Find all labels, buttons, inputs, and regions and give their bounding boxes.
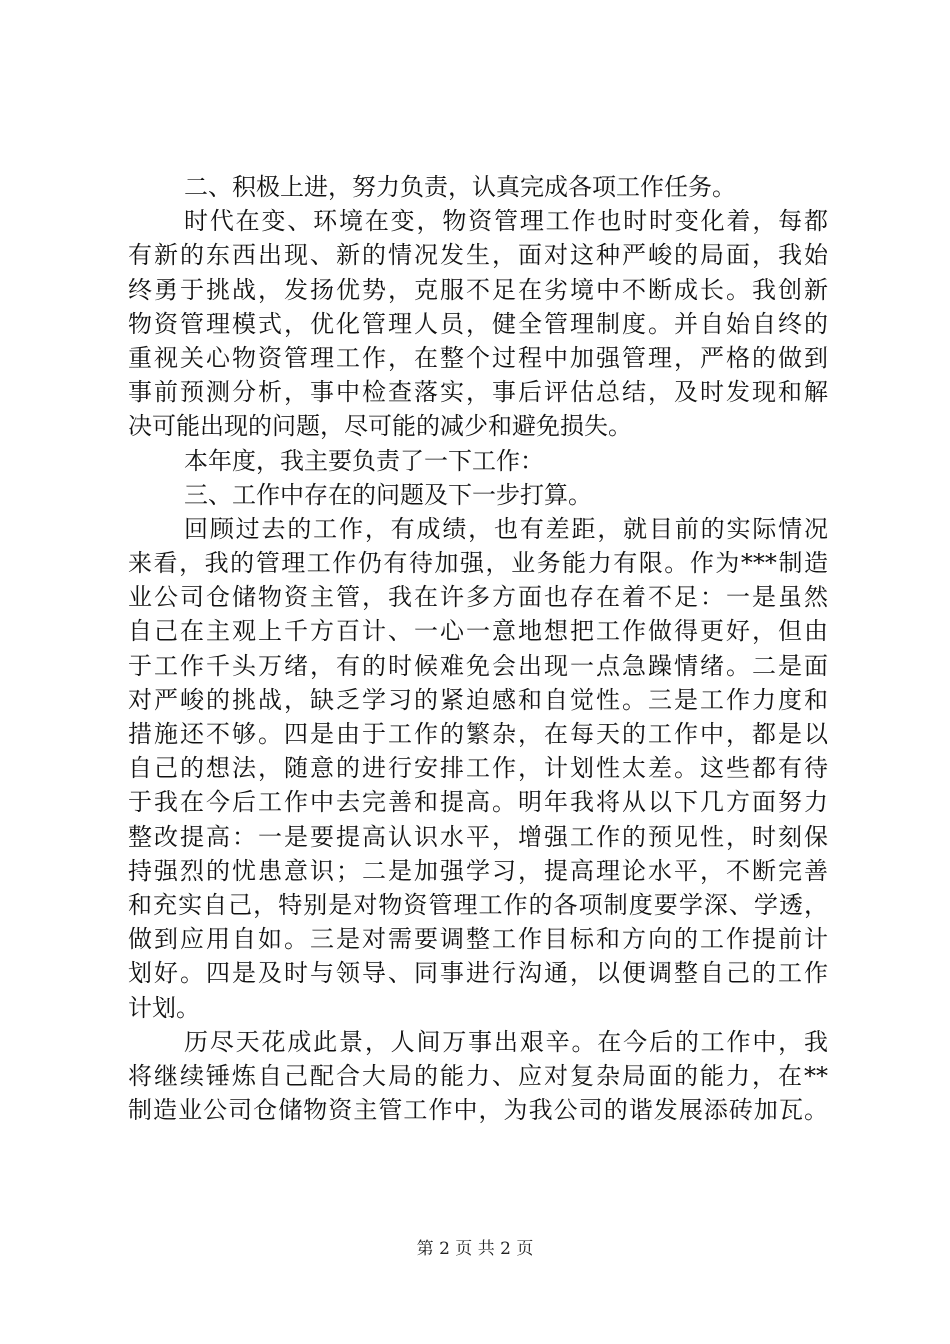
- text-line: 终勇于挑战，发扬优势，克服不足在劣境中不断成长。我创新: [128, 275, 828, 304]
- text-line: 有新的东西出现、新的情况发生，面对这种严峻的局面，我始: [128, 241, 828, 270]
- text-line: 重视关心物资管理工作，在整个过程中加强管理，严格的做到: [128, 343, 828, 372]
- text-line: 自己在主观上千方百计、一心一意地想把工作做得更好，但由: [128, 617, 828, 646]
- text-line: 二、积极上进，努力负责，认真完成各项工作任务。: [184, 173, 736, 201]
- text-line: 本年度，我主要负责了一下工作：: [184, 446, 544, 475]
- text-line: 持强烈的忧患意识；二是加强学习，提高理论水平，不断完善: [128, 856, 828, 885]
- text-line: 制造业公司仓储物资主管工作中，为我公司的谐发展添砖加瓦。: [128, 1096, 828, 1125]
- text-line: 决可能出现的问题，尽可能的减少和避免损失。: [128, 412, 632, 441]
- text-line: 于我在今后工作中去完善和提高。明年我将从以下几方面努力: [128, 788, 828, 817]
- text-line: 将继续锤炼自己配合大局的能力、应对复杂局面的能力，在**: [128, 1061, 828, 1090]
- text-line: 计划。: [128, 993, 200, 1022]
- text-line: 三、工作中存在的问题及下一步打算。: [184, 480, 592, 509]
- text-line: 事前预测分析，事中检查落实，事后评估总结，及时发现和解: [128, 378, 828, 407]
- text-line: 历尽天花成此景，人间万事出艰辛。在今后的工作中，我: [184, 1027, 828, 1056]
- page-footer: 第 2 页 共 2 页: [416, 1239, 534, 1259]
- text-line: 来看，我的管理工作仍有待加强，业务能力有限。作为***制造: [128, 549, 828, 578]
- document-body: [128, 170, 828, 1127]
- text-line: 对严峻的挑战，缺乏学习的紧迫感和自觉性。三是工作力度和: [128, 685, 828, 714]
- text-line: 和充实自己，特别是对物资管理工作的各项制度要学深、学透，: [128, 890, 828, 919]
- text-line: 时代在变、环境在变，物资管理工作也时时变化着，每都: [184, 207, 828, 236]
- text-line: 业公司仓储物资主管，我在许多方面也存在着不足：一是虽然: [128, 583, 828, 612]
- text-line: 自己的想法，随意的进行安排工作，计划性太差。这些都有待: [128, 754, 828, 783]
- text-line: 划好。四是及时与领导、同事进行沟通，以便调整自己的工作: [128, 959, 828, 988]
- text-line: 做到应用自如。三是对需要调整工作目标和方向的工作提前计: [128, 925, 828, 954]
- text-line: 整改提高：一是要提高认识水平，增强工作的预见性，时刻保: [128, 822, 828, 851]
- text-line: 于工作千头万绪，有的时候难免会出现一点急躁情绪。二是面: [128, 651, 828, 680]
- text-line: 回顾过去的工作，有成绩，也有差距，就目前的实际情况: [184, 514, 828, 543]
- text-line: 物资管理模式，优化管理人员，健全管理制度。并自始自终的: [128, 309, 828, 338]
- text-line: 措施还不够。四是由于工作的繁杂，在每天的工作中，都是以: [128, 720, 828, 748]
